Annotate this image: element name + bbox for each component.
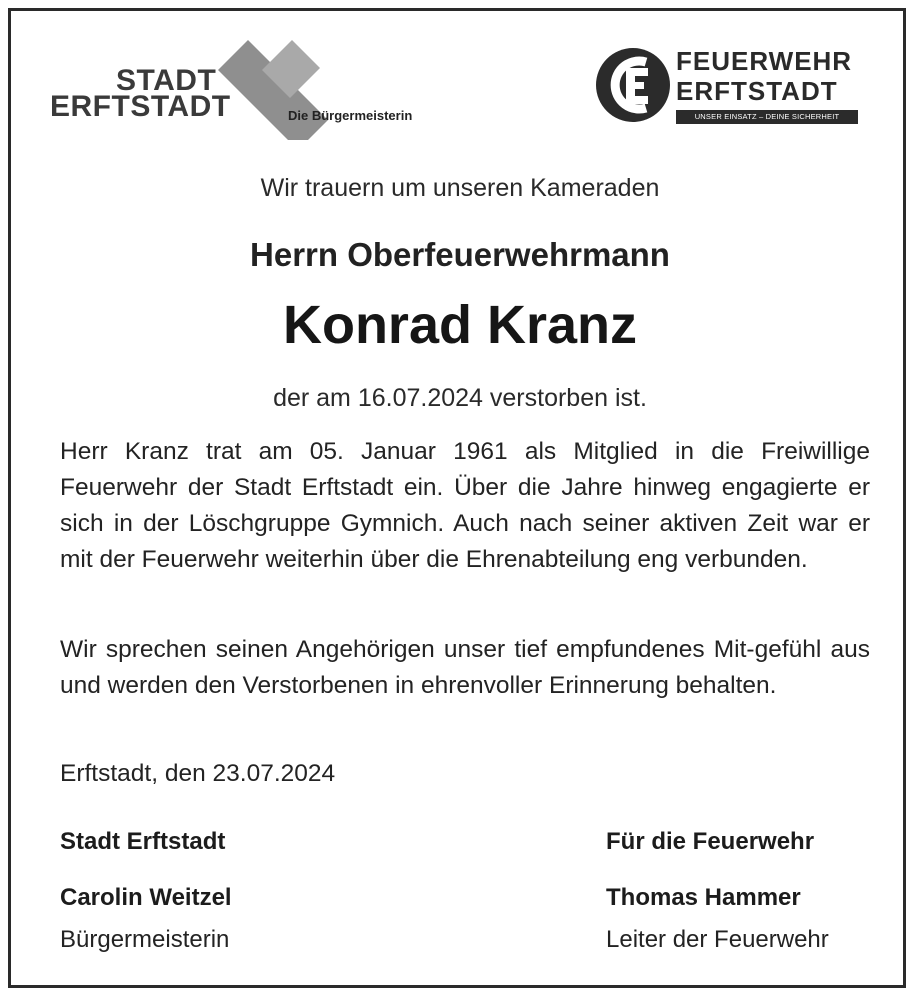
paragraph-biography: Herr Kranz trat am 05. Januar 1961 als Mitglied in die Freiwillige Feuerwehr der Stadt Erftstadt ein. Über die Jahre hinweg engagierte er sich in der Löschgruppe Gymnich. Auch nach seiner aktiven Zeit war er mit der Feuerwehr weiterhin über die Ehrenabteilung eng verbunden. [60, 438, 870, 573]
stadt-logo-line1: STADT [116, 64, 217, 97]
signature-right-role: Leiter der Feuerwehr [606, 926, 829, 953]
signature-left-org: Stadt Erftstadt [60, 828, 226, 855]
feuerwehr-logo-line1: FEUERWEHR [676, 46, 853, 76]
stadt-logo-subtitle: Die Bürgermeisterin [288, 108, 413, 123]
feuerwehr-logo-tagline: UNSER EINSATZ – DEINE SICHERHEIT [676, 110, 858, 124]
deceased-name: Konrad Kranz [282, 295, 638, 355]
stadt-diamond-mark [50, 30, 470, 140]
signature-left-person: Carolin Weitzel [60, 884, 232, 911]
stadt-logo-line2: ERFTSTADT [50, 90, 231, 123]
signature-right-org: Für die Feuerwehr [606, 828, 815, 855]
paragraph-condolence: Wir sprechen seinen Angehörigen unser tief empfundenes Mit-gefühl aus und werden den Verstorbenen in ehrenvoller Erinnerung behalten. [60, 636, 870, 699]
notice-intro: Wir trauern um unseren Kameraden [260, 174, 660, 202]
signature-left-role: Bürgermeisterin [60, 926, 230, 953]
stadt-erftstadt-logo [50, 30, 470, 140]
feuerwehr-logo-line2: ERFTSTADT [676, 76, 838, 106]
feuerwehr-erftstadt-logo [590, 40, 870, 135]
place-date: Erftstadt, den 23.07.2024 [60, 760, 336, 787]
death-date-line: der am 16.07.2024 verstorben ist. [273, 384, 647, 412]
notice-rank: Herrn Oberfeuerwehrmann [250, 236, 670, 273]
feuerwehr-emblem-icon [596, 48, 670, 122]
signature-right-person: Thomas Hammer [606, 884, 801, 911]
